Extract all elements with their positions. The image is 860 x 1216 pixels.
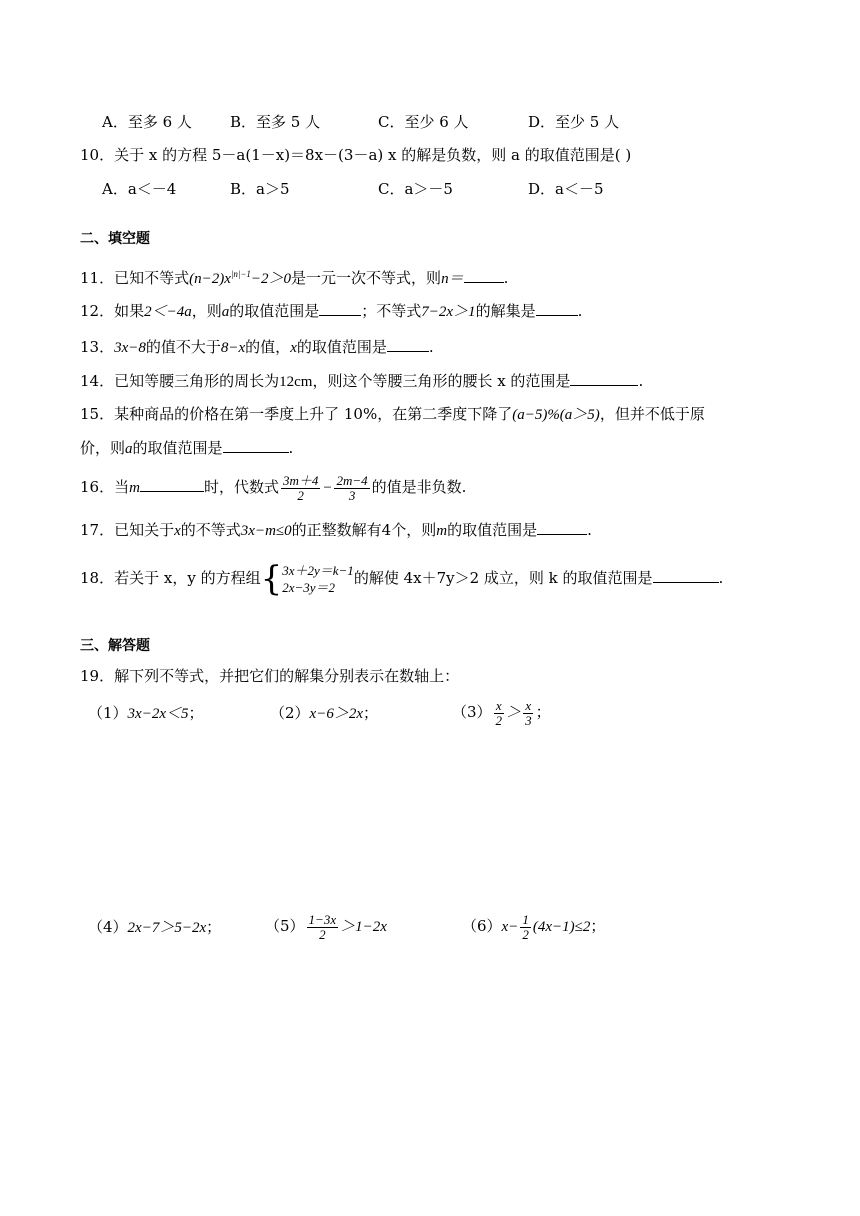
q19-part-1: （1）3x−2x＜5； (88, 704, 204, 722)
q14-answer-blank[interactable] (570, 371, 638, 386)
q9-option-a: A．至多 6 人 (102, 113, 192, 131)
q18-equation-system: 3x＋2y＝k−1 2x−3y＝2 (282, 563, 354, 595)
q15-answer-blank[interactable] (223, 438, 289, 453)
q12-answer-blank-1[interactable] (319, 301, 361, 316)
q18: 18．若关于 x，y 的方程组{ 3x＋2y＝k−1 2x−3y＝2 的解使 4x＋7y＞2 成立，则 k 的取值范围是 . (80, 559, 724, 599)
q19-part-2: （2）x−6＞2x； (270, 704, 379, 722)
q12: 12．如果2＜−4a，则a的取值范围是 ；不等式7−2x＞1的解集是 . (80, 302, 583, 320)
q10-option-a: A．a＜－4 (102, 180, 177, 198)
q11: 11．已知不等式$(n-2)x^{|n|-1}-2>0$是一元一次不等式，则n＝ . (80, 269, 509, 287)
q10-option-b: B．a＞5 (230, 180, 290, 198)
q13-answer-blank[interactable] (387, 337, 429, 352)
q18-answer-blank[interactable] (653, 568, 719, 583)
q10-option-d: D．a＜－5 (528, 180, 604, 198)
q19-part-4: （4）2x−7＞5−2x； (88, 918, 222, 936)
q9-option-d: D．至少 5 人 (528, 113, 620, 131)
q16-fraction-2: $\frac{2m-4}{3}$ (336, 472, 368, 503)
q16: 16．当m 时，代数式 $\frac{3m+4}{2}$ − $\frac{2m-4}{3}$ 的值是非负数. (80, 472, 467, 503)
q9-option-c: C．至少 6 人 (378, 113, 469, 131)
q9-option-b: B．至多 5 人 (230, 113, 321, 131)
q13: 13．3x−8的值不大于8−x的值，x的取值范围是 . (80, 338, 434, 356)
q16-fraction-1: $\frac{3m+4}{2}$ (282, 472, 319, 503)
q14: 14．已知等腰三角形的周长为12cm，则这个等腰三角形的腰长 x 的范围是 . (80, 372, 644, 390)
q19-text: 19．解下列不等式，并把它们的解集分别表示在数轴上： (80, 667, 460, 685)
section-solve-title: 三、解答题 (80, 638, 150, 654)
q10-option-c: C．a＞－5 (378, 180, 453, 198)
q16-answer-blank[interactable] (140, 477, 204, 492)
q11-answer-blank[interactable] (464, 268, 504, 283)
q15-line-2: 价，则a的取值范围是 . (80, 439, 294, 457)
q12-answer-blank-2[interactable] (536, 301, 578, 316)
q19-part-5: （5） $\frac{1-3x}{2}$ ＞1−2x (265, 911, 387, 942)
section-fill-in-title: 二、填空题 (80, 231, 150, 247)
q10-text: 10．关于 x 的方程 5－a(1－x)＝8x－(3－a) x 的解是负数，则 a 的取值范围是( ) (80, 146, 632, 164)
q17-answer-blank[interactable] (537, 520, 587, 535)
q15-line-1: 15．某种商品的价格在第一季度上升了 10%，在第二季度下降了(a−5)%(a＞5)，但并不低于原 (80, 405, 705, 423)
q17: 17．已知关于x的不等式3x−m≤0的正整数解有4个，则m的取值范围是 . (80, 521, 592, 539)
q18-system-brace: { (260, 559, 283, 599)
q19-part-3: （3） $\frac{x}{2}$ ＞ $\frac{x}{3}$ ； (452, 697, 551, 728)
q19-part-6: （6）x− $\frac{1}{2}$ (4x−1)≤2； (462, 911, 606, 942)
